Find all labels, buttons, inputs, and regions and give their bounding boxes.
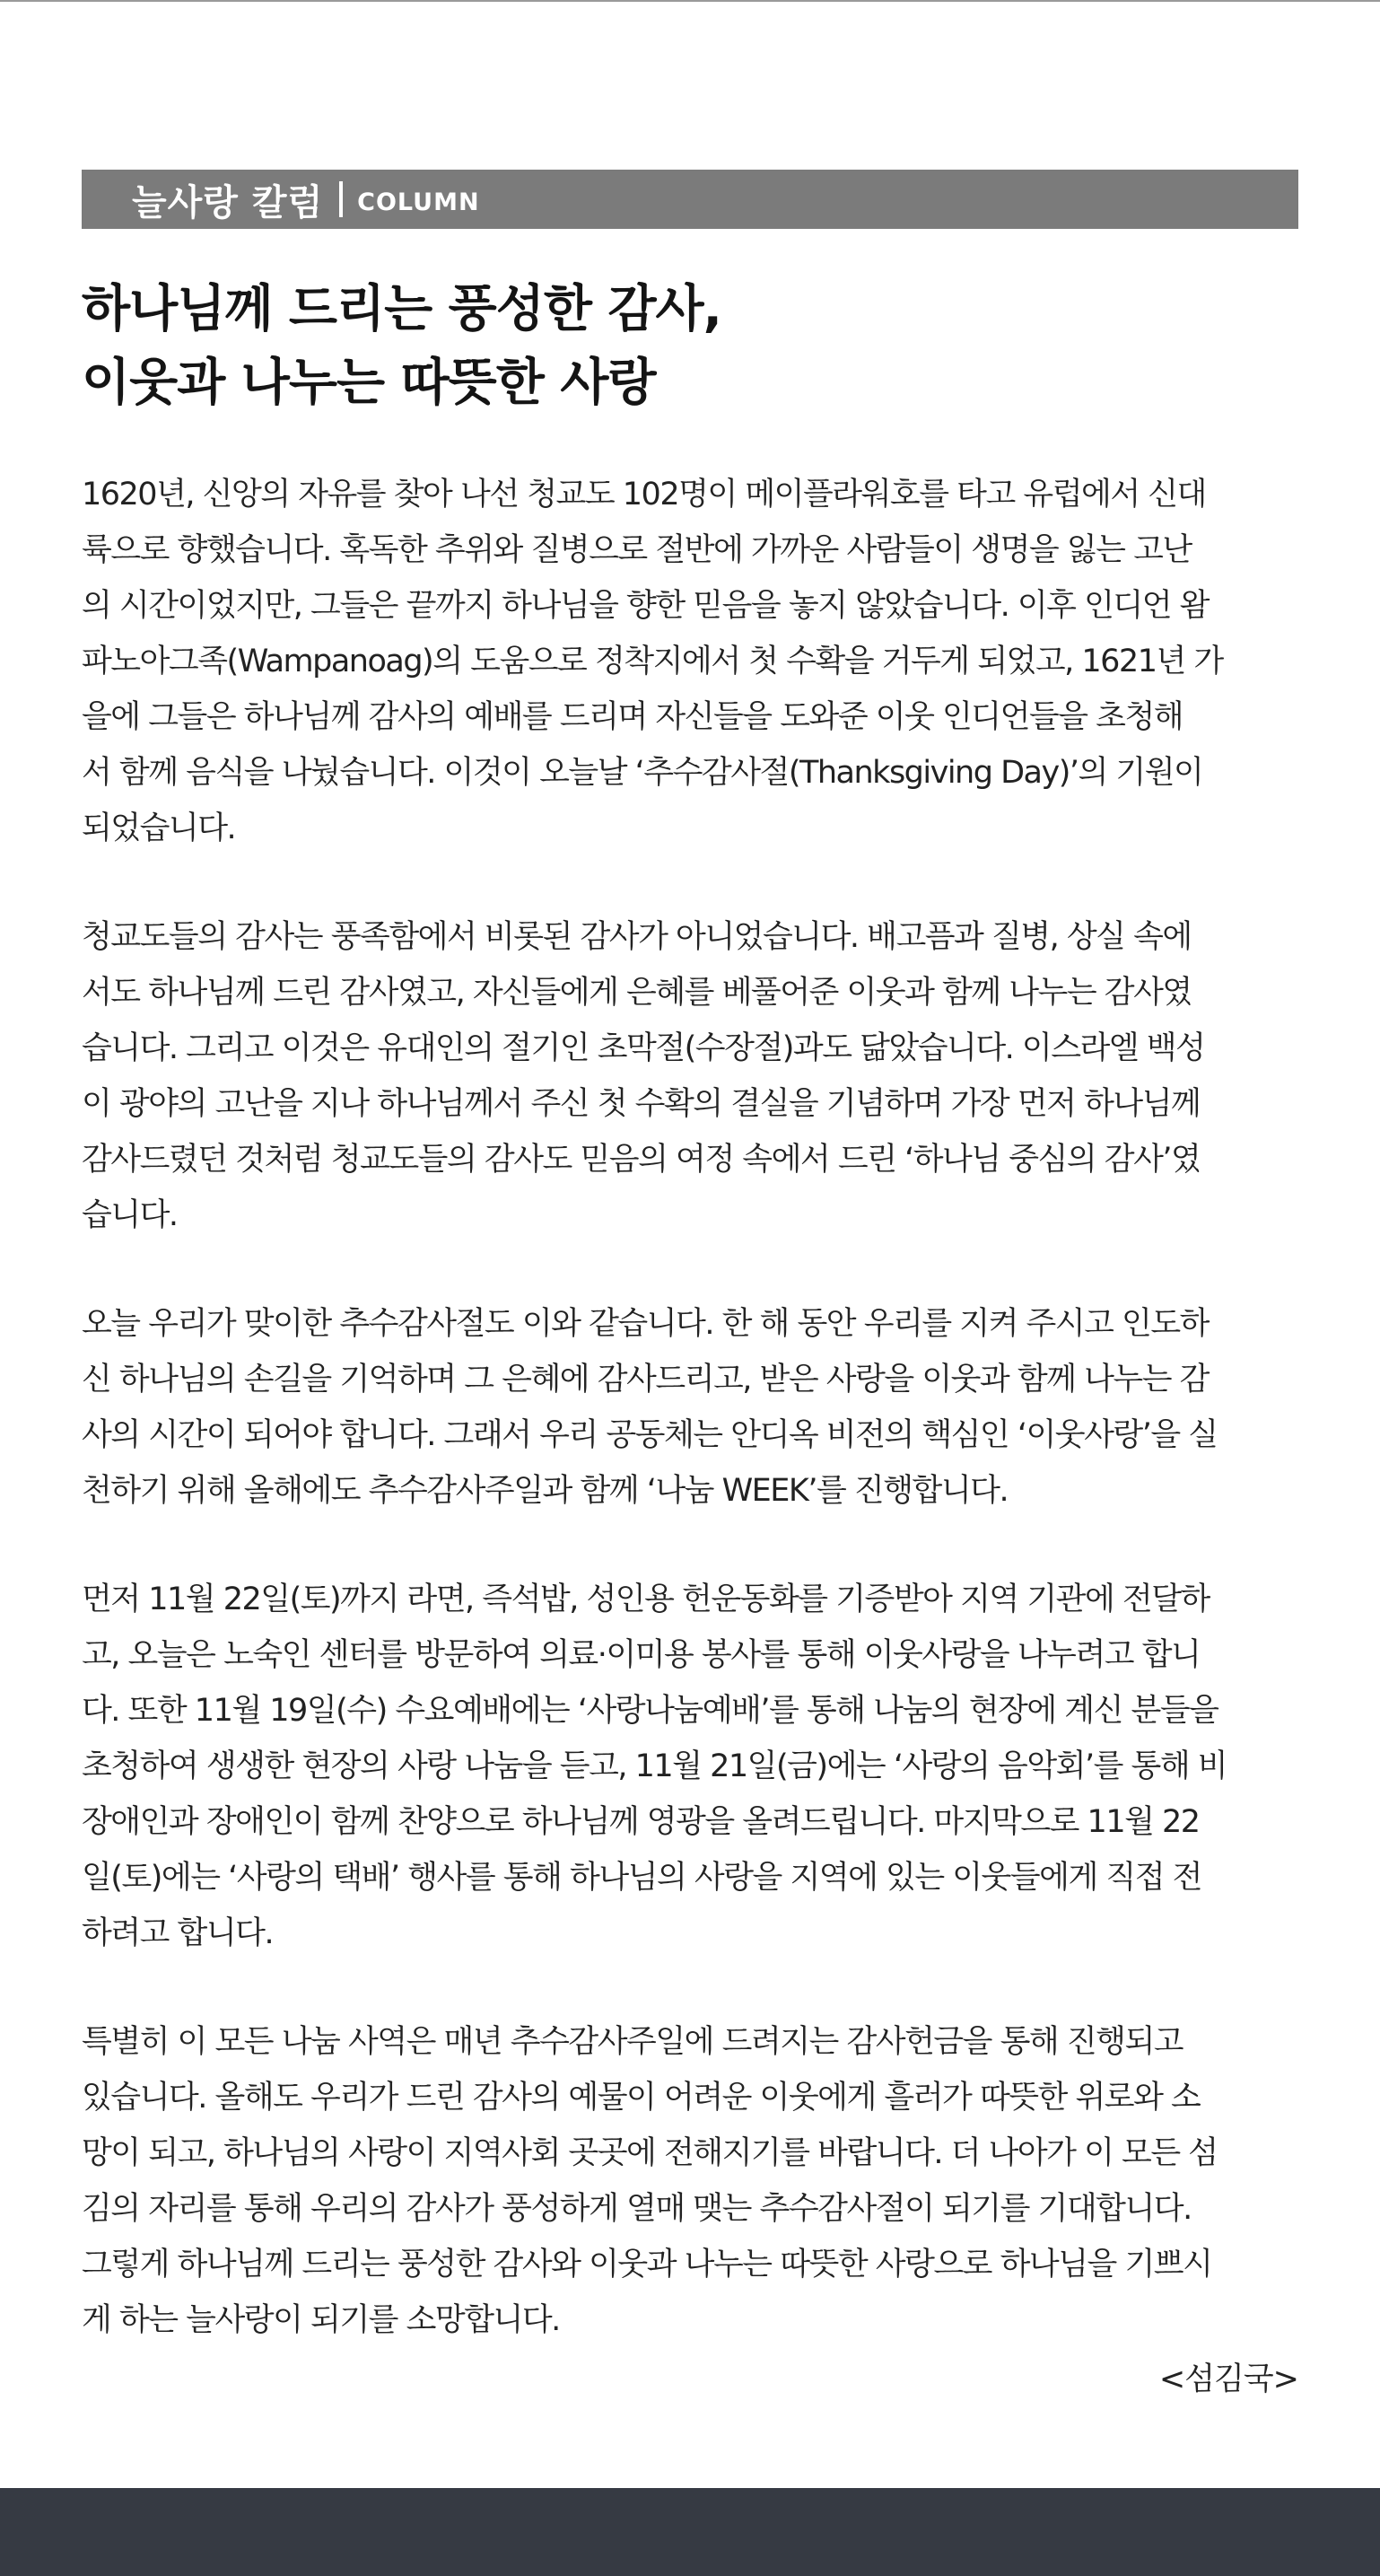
paragraph-line: 게 하는 늘사랑이 되기를 소망합니다.: [82, 2302, 560, 2338]
paragraph-line: 파노아그족(Wampanoag)의 도움으로 정착지에서 첫 수확을 거두게 되었고, 1621년 가: [82, 644, 1223, 679]
body-paragraph: [82, 909, 1298, 1243]
paragraph-line: 그렇게 하나님께 드리는 풍성한 감사와 이웃과 나누는 따뜻한 사랑으로 하나님을 기쁘시: [82, 2247, 1212, 2282]
paragraph-line: 서도 하나님께 드린 감사였고, 자신들에게 은혜를 베풀어준 이웃과 함께 나누는 감사였: [82, 975, 1192, 1011]
article-title-line: 이웃과 나누는 따뜻한 사랑: [82, 354, 656, 412]
paragraph-line: 사의 시간이 되어야 합니다. 그래서 우리 공동체는 안디옥 비전의 핵심인 ‘이웃사랑’을 실: [82, 1417, 1218, 1453]
paragraph-line: 있습니다. 올해도 우리가 드린 감사의 예물이 어려운 이웃에게 흘러가 따뜻한 위로와 소: [82, 2080, 1201, 2116]
body-paragraph: [82, 1296, 1298, 1519]
column-label-english: COLUMN: [357, 188, 480, 216]
paragraph-line: 서 함께 음식을 나눴습니다. 이것이 오늘날 ‘추수감사절(Thanksgiving Day)’의 기원이: [82, 755, 1203, 791]
paragraph-line: 륙으로 향했습니다. 혹독한 추위와 질병으로 절반에 가까운 사람들이 생명을 잃는 고난: [82, 532, 1192, 568]
article-title-line: 하나님께 드리는 풍성한 감사,: [82, 280, 721, 338]
paragraph-line: 초청하여 생생한 현장의 사랑 나눔을 듣고, 11월 21일(금)에는 ‘사랑의 음악회’를 통해 비: [82, 1748, 1227, 1784]
column-label: 늘사랑 칼럼: [132, 181, 324, 223]
author-signature: <섬김국>: [1158, 2361, 1298, 2397]
article-body: [82, 467, 1298, 2401]
paragraph-line: 다. 또한 11월 19일(수) 수요예배에는 ‘사랑나눔예배’를 통해 나눔의 현장에 계신 분들을: [82, 1693, 1218, 1729]
body-paragraph: [82, 467, 1298, 856]
paragraph-line: 의 시간이었지만, 그들은 끝까지 하나님을 향한 믿음을 놓지 않았습니다. 이후 인디언 왐: [82, 588, 1209, 624]
paragraph-line: 오늘 우리가 맞이한 추수감사절도 이와 같습니다. 한 해 동안 우리를 지켜 주시고 인도하: [82, 1306, 1209, 1342]
footer-bar: [0, 2488, 1380, 2576]
paragraph-line: 감사드렸던 것처럼 청교도들의 감사도 믿음의 여정 속에서 드린 ‘하나님 중심의 감사’였: [82, 1142, 1201, 1178]
paragraph-line: 신 하나님의 손길을 기억하며 그 은혜에 감사드리고, 받은 사랑을 이웃과 함께 나누는 감: [82, 1362, 1209, 1398]
paragraph-line: 습니다. 그리고 이것은 유대인의 절기인 초막절(수장절)과도 닮았습니다. 이스라엘 백성: [82, 1030, 1205, 1066]
paragraph-line: 1620년, 신앙의 자유를 찾아 나선 청교도 102명이 메이플라워호를 타고 유럽에서 신대: [82, 477, 1206, 513]
paragraph-line: 되었습니다.: [82, 810, 236, 846]
column-header-bar: [82, 170, 1298, 229]
paragraph-line: 김의 자리를 통해 우리의 감사가 풍성하게 열매 맺는 추수감사절이 되기를 기대합니다.: [82, 2191, 1192, 2227]
article-title: [82, 273, 1298, 420]
paragraph-line: 하려고 합니다.: [82, 1915, 274, 1951]
top-divider: [0, 0, 1380, 2]
paragraph-line: 천하기 위해 올해에도 추수감사주일과 함께 ‘나눔 WEEK’를 진행합니다.: [82, 1473, 1009, 1509]
paragraph-line: 장애인과 장애인이 함께 찬양으로 하나님께 영광을 올려드립니다. 마지막으로 11월 22: [82, 1804, 1200, 1840]
paragraph-line: 망이 되고, 하나님의 사랑이 지역사회 곳곳에 전해지기를 바랍니다. 더 나아가 이 모든 섬: [82, 2135, 1218, 2171]
paragraph-line: 습니다.: [82, 1197, 178, 1233]
paragraph-line: 특별히 이 모든 나눔 사역은 매년 추수감사주일에 드려지는 감사헌금을 통해 진행되고: [82, 2024, 1183, 2060]
body-paragraph: [82, 1572, 1298, 1961]
paragraph-line: 청교도들의 감사는 풍족함에서 비롯된 감사가 아니었습니다. 배고픔과 질병, 상실 속에: [82, 919, 1192, 955]
paragraph-line: 을에 그들은 하나님께 감사의 예배를 드리며 자신들을 도와준 이웃 인디언들을 초청해: [82, 699, 1183, 735]
paragraph-line: 이 광야의 고난을 지나 하나님께서 주신 첫 수확의 결실을 기념하며 가장 먼저 하나님께: [82, 1086, 1201, 1122]
paragraph-line: 먼저 11월 22일(토)까지 라면, 즉석밥, 성인용 헌운동화를 기증받아 지역 기관에 전달하: [82, 1582, 1210, 1617]
header-separator: [339, 181, 343, 217]
paragraph-line: 고, 오늘은 노숙인 센터를 방문하여 의료·이미용 봉사를 통해 이웃사랑을 나누려고 합니: [82, 1637, 1201, 1673]
body-paragraph: [82, 2014, 1298, 2348]
paragraph-line: 일(토)에는 ‘사랑의 택배’ 행사를 통해 하나님의 사랑을 지역에 있는 이웃들에게 직접 전: [82, 1860, 1201, 1896]
